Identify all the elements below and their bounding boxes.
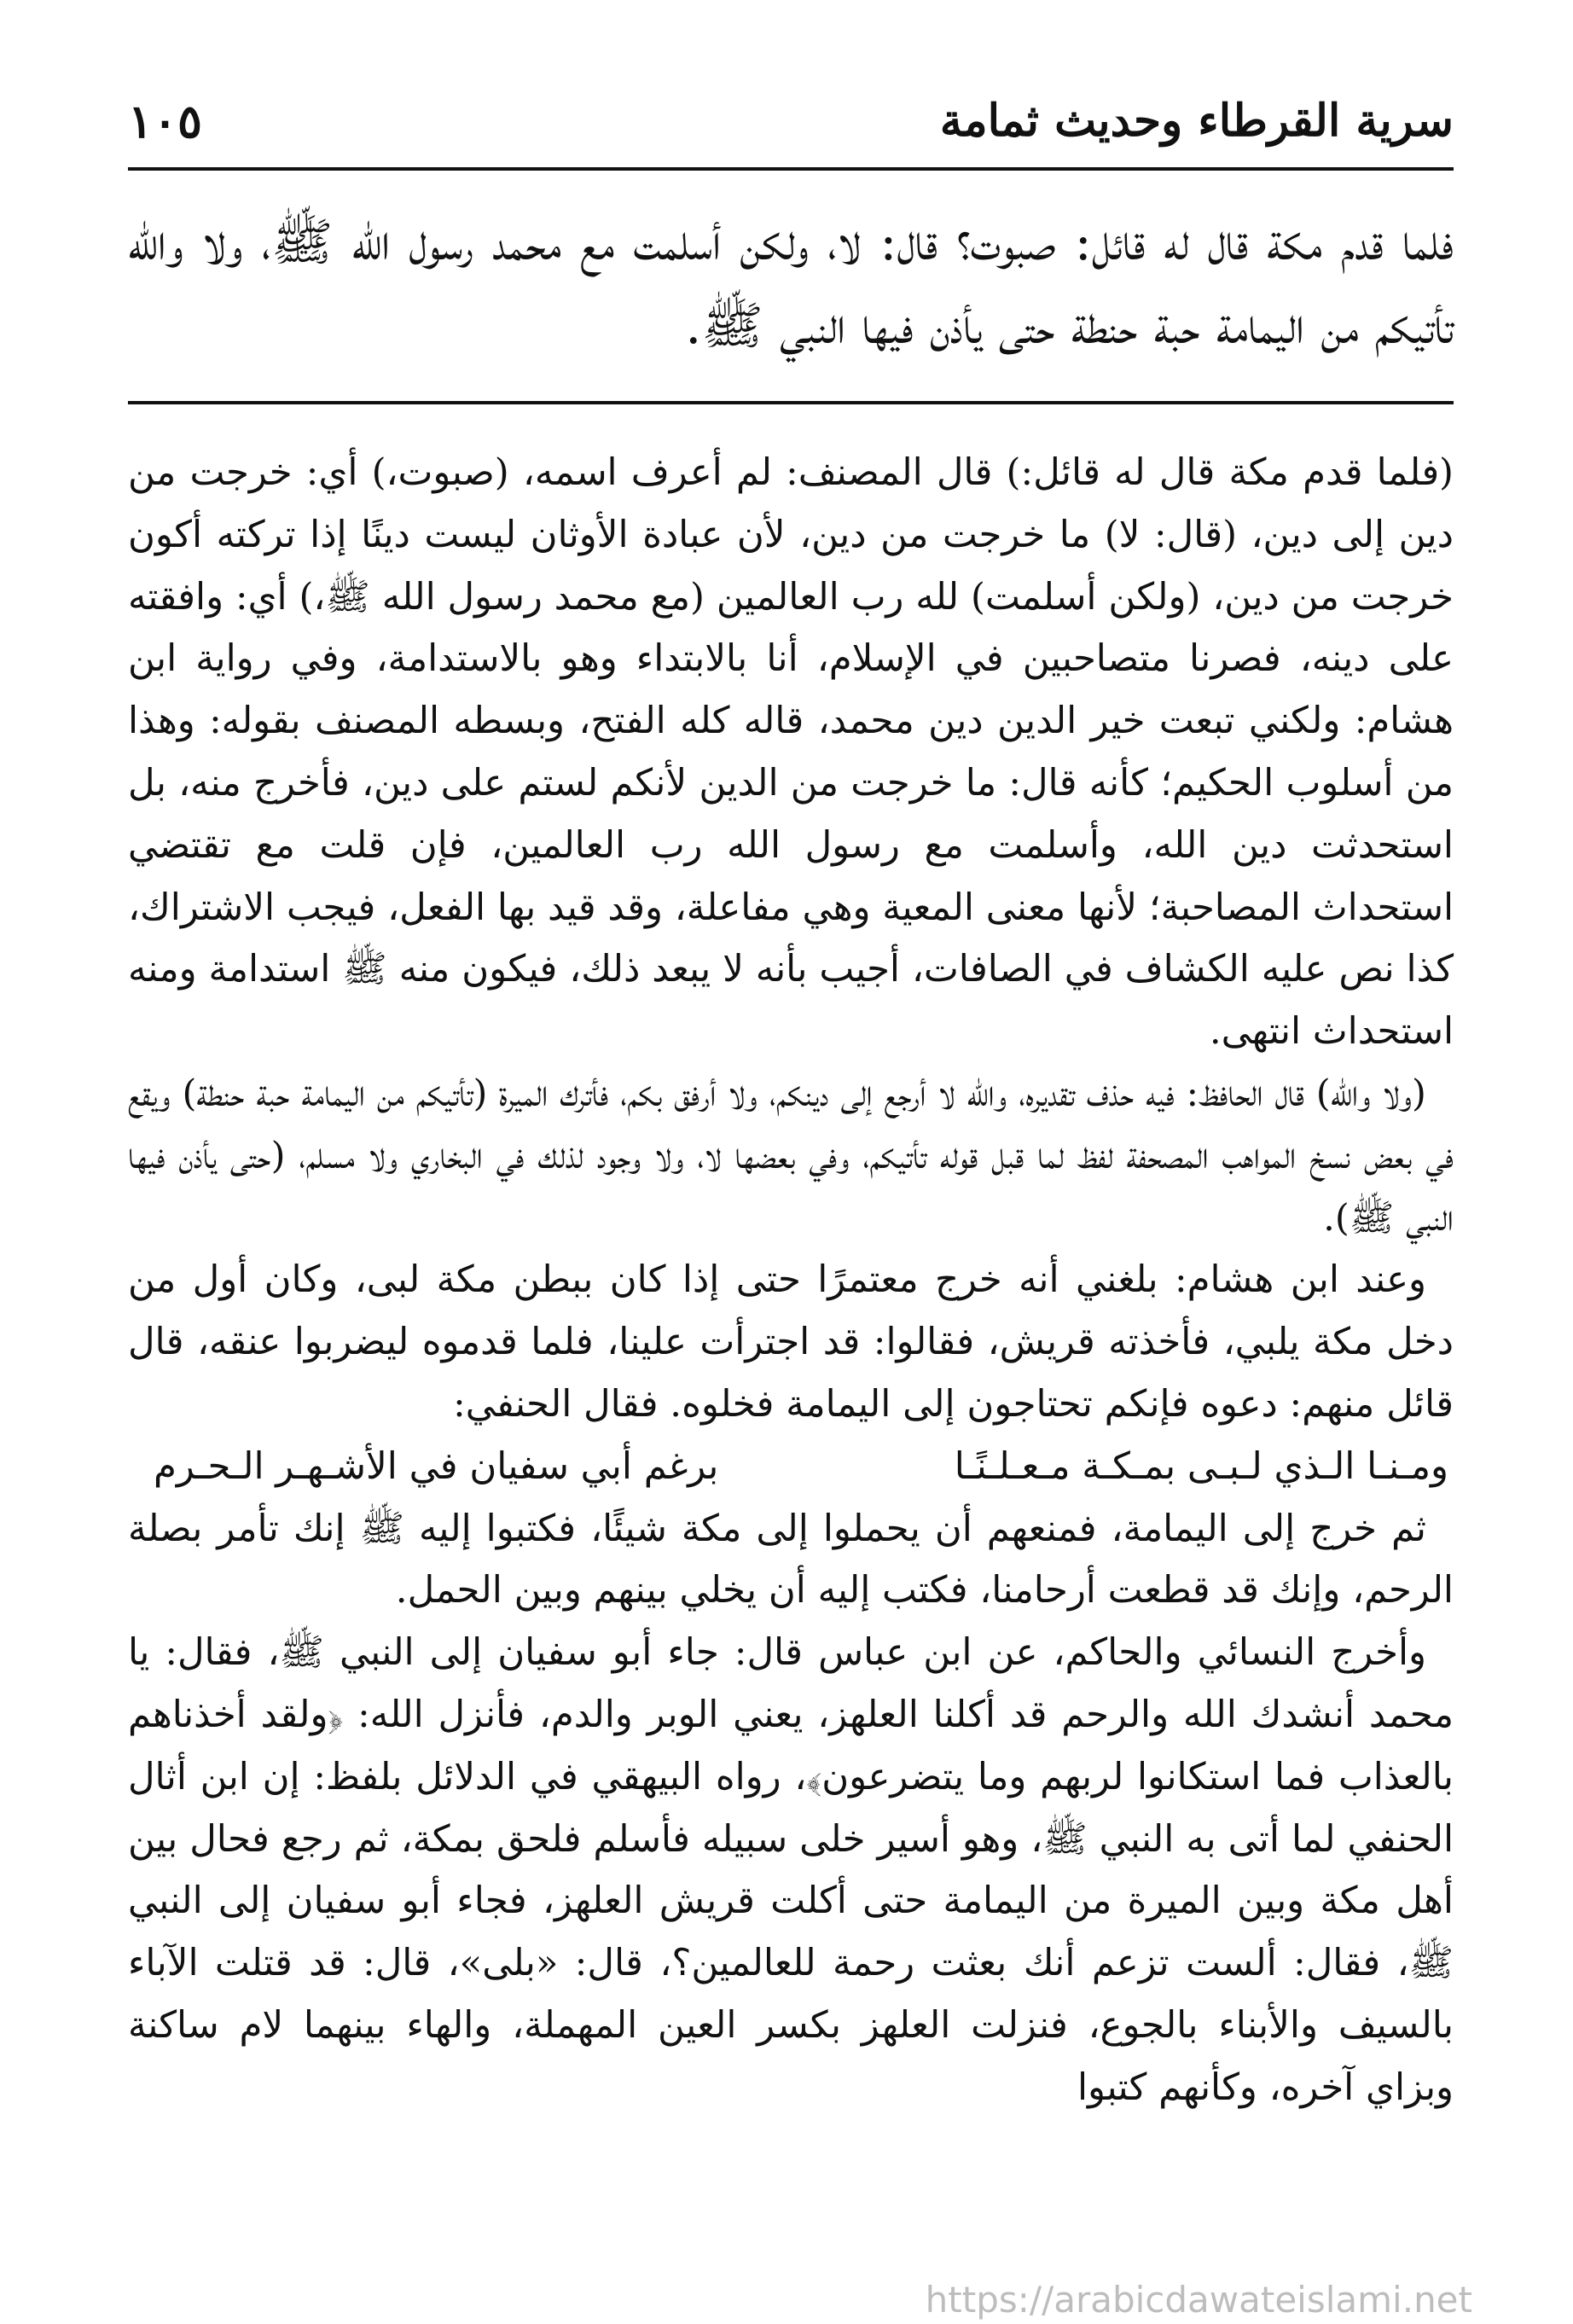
poem-verse	[128, 1436, 1454, 1498]
commentary-paragraph: وأخرج النسائي والحاكم، عن ابن عباس قال: جاء أبو سفيان إلى النبي ﷺ، فقال: يا محمد أنشدك الله والرحم قد أكلنا العلهز، يعني الوبر والدم، فأنزل الله: ﴿ولقد أخذناهم بالعذاب فما استكانوا لربهم وما يتضرعون﴾، رواه البيهقي في الدلائل بلفظ: إن ابن أثال الحنفي لما أتى به النبي ﷺ، وهو أسير خلى سبيله فأسلم فلحق بمكة، ثم رجع فحال بين أهل مكة وبين الميرة من اليمامة حتى أكلت قريش العلهز، فجاء أبو سفيان إلى النبي ﷺ، فقال: ألست تزعم أنك بعثت رحمة للعالمين؟، قال: «بلى»، قال: قد قتلت الآباء بالسيف والأبناء بالجوع، فنزلت العلهز بكسر العين المهملة، والهاء بينهما لام ساكنة وبزاي آخره، وكأنهم كتبوا	[128, 1631, 1454, 2109]
page-number: ١٠٥	[128, 94, 203, 148]
running-header	[128, 78, 1454, 164]
poem-hemistich-first: ومـنـا الـذي لـبـى بمـكـة مـعـلـنًـا	[954, 1444, 1448, 1488]
separator-rule	[128, 401, 1454, 404]
poem-hemistich-second: برغم أبي سفيان في الأشـهـر الـحـرم	[154, 1444, 719, 1488]
watermark-url: https://arabicdawateislami.net	[925, 2279, 1472, 2321]
commentary	[128, 442, 1454, 2119]
running-title: سرية القرطاء وحديث ثمامة	[939, 95, 1454, 147]
commentary-paragraph: ثم خرج إلى اليمامة، فمنعهم أن يحملوا إلى مكة شيئًا، فكتبوا إليه ﷺ إنك تأمر بصلة الرحم، وإنك قد قطعت أرحامنا، فكتب إليه أن يخلي بينهم وبين الحمل.	[128, 1507, 1454, 1612]
commentary-paragraph: (فلما قدم مكة قال له قائل:) قال المصنف: لم أعرف اسمه، (صبوت،) أي: خرجت من دين إلى دين، (قال: لا) ما خرجت من دين، لأن عبادة الأوثان ليست دينًا إذا تركته أكون خرجت من دين، (ولكن أسلمت) لله رب العالمين (مع محمد رسول الله ﷺ،) أي: وافقته على دينه، فصرنا متصاحبين في الإسلام، أنا بالابتداء وهو بالاستدامة، وفي رواية ابن هشام: ولكني تبعت خير الدين دين محمد، قاله كله الفتح، وبسطه المصنف بقوله: وهذا من أسلوب الحكيم؛ كأنه قال: ما خرجت من الدين لأنكم لستم على دين، فأخرج منه، بل استحدثت دين الله، وأسلمت مع رسول الله رب العالمين، فإن قلت مع تقتضي استحداث المصاحبة؛ لأنها معنى المعية وهي مفاعلة، وقد قيد بها الفعل، فيجب الاشتراك، كذا نص عليه الكشاف في الصافات، أجيب بأنه لا يبعد ذلك، فيكون منه ﷺ استدامة ومنه استحداث انتهى.	[128, 451, 1454, 1054]
commentary-paragraph: (ولا والله) قال الحافظ: فيه حذف تقديره، والله لا أرجع إلى دينكم، ولا أرفق بكم، فأترك الميرة (تأتيكم من اليمامة حبة حنطة) ويقع في بعض نسخ المواهب المصحفة لفظ لما قبل قوله تأتيكم، وفي بعضها لا، ولا وجود لذلك في البخاري ولا مسلم، (حتى يأذن فيها النبي ﷺ).	[128, 1072, 1454, 1240]
main-text: فلما قدم مكة قال له قائل: صبوت؟ قال: لا، ولكن أسلمت مع محمد رسول الله ﷺ، ولا والله تأتيكم من اليمامة حبة حنطة حتى يأذن فيها النبي ﷺ.	[128, 212, 1454, 356]
commentary-paragraph: وعند ابن هشام: بلغني أنه خرج معتمرًا حتى إذا كان ببطن مكة لبى، وكان أول من دخل مكة يلبي، فأخذته قريش، فقالوا: قد اجترأت علينا، فلما قدموه ليضربوا عنقه، قال قائل منهم: دعوه فإنكم تحتاجون إلى اليمامة فخلوه. فقال الحنفي:	[128, 1258, 1454, 1426]
header-rule	[128, 167, 1454, 171]
